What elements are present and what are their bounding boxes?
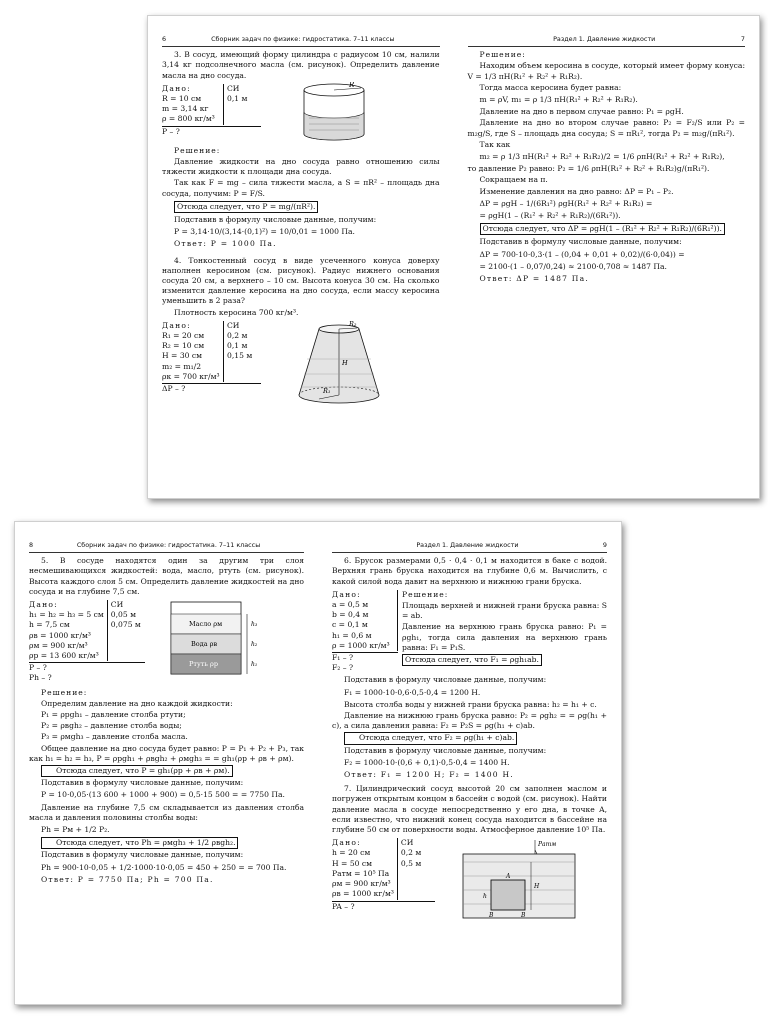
solution-formula: Ph = Pм + 1/2 P₂. [41,825,110,835]
given-value: h = 20 см [332,848,371,858]
solution-line: Подставив в формулу числовые данные, получим: [41,778,244,788]
running-header [468,34,746,47]
radius-label: R [349,81,355,89]
si-value: 0,075 м [110,620,141,630]
solution-line: Изменение давления на дно равно: ΔP = P₁ – P₂. [479,186,674,196]
solution-line: Подставив в формулу числовые данные, получим: [174,215,377,225]
given-value: R₂ = 10 см [162,341,205,351]
page-8 [15,522,318,1004]
solution-line: Давление на дно в первом случае равно: P₁ = ρgH. [479,107,684,117]
given-value: ρ = 800 кг/м³ [162,114,215,124]
layer-label: Ртуть ρр [188,660,218,669]
given-value: h = 7,5 см [29,620,70,630]
height-label: h₃ [250,621,258,629]
solution-title: Решение: [479,50,526,60]
running-header [332,540,607,553]
find-value: P – ? [162,126,261,137]
height-label: h₁ [250,661,258,669]
header-title: Раздел 1. Давление жидкости [416,541,519,549]
given-title: Дано: [162,83,191,93]
si-value: 0,1 м [227,341,248,351]
solution-formula-boxed: Отсюда следует, что F₂ = ρg(h₁ + c)ab. [332,732,607,744]
solution-line: Давление на глубине 7,5 см складывается из давления столба масла и давления половины столбы воды: [29,802,304,822]
truncated-cone-figure [279,319,399,409]
solution-line: Высота столба воды у нижней грани бруска равна: h₂ = h₁ + c. [344,699,597,709]
problem-4-statement: 4. Тонкостенный сосуд в виде усеченного конуса доверху наполнен керосином (см. рисунок). Радиус нижнего основания сосуда 20 см, а верхнего – 10 см. Высота конуса 30 см. На сколько изменится давление керосина на дно сосуда, если массу керосина уменьшить в 2 раза? [162,255,440,306]
find-value: ΔP – ? [162,383,261,394]
given-table [162,321,261,407]
solution-line: то давление P₂ равно: P₂ = 1/6 ρπH(R₁² + R₂² + R₁R₂)g/(πR₁²). [467,164,710,174]
solution-line: Подставив в формулу числовые данные, получим: [41,850,244,860]
si-value: 0,5 м [400,858,422,868]
solution-line: Подставив в формулу числовые данные, получим: [344,745,547,755]
solution-line: Подставив в формулу числовые данные, получим: [344,675,547,685]
given-value: R = 10 см [162,94,202,104]
solution-line: P₁ = ρрgh₁ – давление столба ртути; [41,710,186,720]
solution-title: Решение: [402,589,449,599]
si-title: СИ [400,838,414,848]
answer: Ответ: P = 7750 Па; Ph = 700 Па. [41,874,214,884]
si-value: 0,05 м [110,610,137,620]
solution-line: Давление на нижнюю грань бруска равно: P₂ = ρgh₂ = = ρg(h₁ + c), а сила давления равна: F₂ = P₂S = ρg(h₁ + c)ab. [332,711,607,731]
solution-line: Давление жидкости на дно сосуда равно отношению силы тяжести жидкости к площади дна сосуда. [162,157,440,177]
solution-formula: P = 10·0,05·(13 600 + 1000 + 900) = 0,5·15 500 = = 7750 Па. [41,790,285,800]
header-title: Сборник задач по физике: гидростатика. 7–11 классы [76,541,261,549]
solution-formula: m = ρV, m₁ = ρ 1/3 πH(R₁² + R₂² + R₁R₂). [479,95,638,105]
running-header [162,34,440,47]
given-title: Дано: [332,589,361,599]
solution-line: Сокращаем на π. [479,175,548,185]
problem-3-statement: 3. В сосуд, имеющий форму цилиндра с радиусом 10 см, налили 3,14 кг подсолнечного масла (см. рисунок). Определить давление масла на дно сосуда. [162,50,440,80]
density-note: Плотность керосина 700 кг/м³. [174,307,299,317]
find-value: P – ? [29,662,145,673]
given-title: Дано: [29,600,58,610]
si-title: СИ [110,600,124,610]
solution-line: Определим давление на дно каждой жидкости: [41,698,233,708]
answer: Ответ: ΔP = 1487 Па. [479,274,589,284]
solution-formula: ΔP = ρgH – 1/(6R₁²) ρgH(R₁² + R₂² + R₁R₂) = [479,198,653,208]
given-title: Дано: [162,320,191,330]
given-value: a = 0,5 м [332,600,369,610]
page-9 [318,522,621,1004]
problem-7-statement: 7. Цилиндрический сосуд высотой 20 см заполнен маслом и погружен открытым концом в бассейн с водой (см. рисунок). Найти давление масла в сосуде непосредственно у его дна, в точке A, если известно, что нижний конец сосуда находится в бассейне на глубине 50 см от поверхности воды. Атмосферное давление 10⁵ Па. [332,784,607,835]
three-layers-figure [159,598,269,680]
si-value: 0,15 м [227,351,253,361]
si-value: 0,2 м [227,331,248,341]
solution-line: Площадь верхней и нижней грани бруска равна: S = ab. [402,601,607,621]
answer: Ответ: F₁ = 1200 Н; F₂ = 1400 Н. [344,770,514,780]
solution-line: Давление на верхнюю грань бруска равно: P₁ = ρgh₁, тогда сила давления на верхнюю грань равна: F₁ = P₁S. [402,622,607,652]
header-title: Раздел 1. Давление жидкости [553,35,656,43]
given-value: ρр = 13 600 кг/м³ [29,651,99,661]
given-value: m₂ = m₁/2 [162,361,202,371]
find-value: F₂ – ? [332,663,354,673]
radius-label: R₂ [349,319,357,328]
given-value: ρм = 900 кг/м³ [332,879,391,889]
radius-label: R₁ [323,386,331,395]
given-value: h₁ = h₂ = h₃ = 5 см [29,610,104,620]
given-value: ρ = 1000 кг/м³ [332,640,390,650]
given-value: H = 50 см [332,858,373,868]
page-number: 6 [162,35,167,43]
solution-formula: = ρgH(1 – (R₁² + R₂² + R₁R₂)/(6R₁²)). [479,211,621,221]
given-table [332,838,435,920]
page-6 [148,16,454,498]
given-table [29,600,145,684]
problem-6-block [332,588,607,676]
point-label: B [520,912,526,920]
depth-label: H [533,883,540,891]
given-value: ρм = 900 кг/м³ [29,640,88,650]
find-value: F₁ – ? [332,652,398,663]
solution-formula: ΔP = 700·10·0,3·(1 – (0,04 + 0,01 + 0,02)/(6·0,04)) = [479,249,685,259]
solution-formula-boxed: Отсюда следует, что Ph = ρмgh₃ + 1/2 ρвgh₂. [29,837,304,849]
solution-line: Так как [479,139,511,149]
si-value: 0,2 м [400,848,422,858]
given-value: c = 0,1 м [332,620,368,630]
height-label: H [342,358,348,367]
solution-formula-boxed: Отсюда следует, что ΔP = ρgH(1 – (R₁² + R₂² + R₁R₂)/(6R₁²)). [480,223,746,235]
problem-6-statement: 6. Брусок размерами 0,5 · 0,4 · 0,1 м находится в баке с водой. Верхняя грань бруска находится на глубине 0,6 м. Вычислить, с какой силой вода давит на верхнюю и нижнюю грани бруска. [332,556,607,586]
solution-line: Подставив в формулу числовые данные, получим: [479,237,682,247]
solution-formula: F₁ = 1000·10·0,6·0,5·0,4 = 1200 Н. [344,687,481,697]
given-table [162,84,261,142]
problem-3-given-block [162,82,440,144]
solution-line: P₃ = ρмgh₃ – давление столба масла. [41,732,188,742]
given-value: h₁ = 0,6 м [332,630,372,640]
solution-formula: m₂ = ρ 1/3 πH(R₁² + R₂² + R₁R₂)/2 = 1/6 ρπH(R₁² + R₂² + R₁R₂), [479,152,725,162]
height-label: h [482,893,487,901]
solution-line: P₂ = ρвgh₂ – давление столба воды; [41,721,182,731]
height-label: h₂ [250,641,258,649]
solution-formula-boxed: Отсюда следует, что F₁ = ρgh₁ab. [402,654,607,666]
solution-formula: P = 3,14·10/(3,14·(0,1)²) = 10/0,01 = 1000 Па. [174,227,355,237]
page-number: 9 [602,541,607,549]
solution-line: Тогда масса керосина будет равна: [479,82,622,92]
problem-5-statement: 5. В сосуде находятся один за другим три слоя несмешивающихся жидкостей: вода, масло, ртуть (см. рисунок). Высота каждого слоя 5 см. Определить давление жидкостей на дно сосуда и на глубине 7,5 см. [29,556,304,596]
solution-formula: Ph = 900·10·0,05 + 1/2·1000·10·0,05 = 450 + 250 = = 700 Па. [41,862,287,872]
solution-formula: Отсюда следует, что P = mg/(πR²). [174,201,440,213]
problem-5-given-block [29,598,304,686]
solution-line: Общее давление на дно сосуда будет равно: P = P₁ + P₂ + P₃, так как h₁ = h₂ = h₃, P = ρрgh₁ + ρвgh₂ + ρмgh₃ = = gh₁(ρр + ρв + ρм). [29,743,304,763]
solution-line: Так как F = mg – сила тяжести масла, а S = πR² – площадь дна сосуда, получим: P = F/S. [162,178,440,198]
given-title: Дано: [332,838,361,848]
si-title: СИ [227,83,240,93]
solution-line: Давление на дно во втором случае равно: P₂ = F₂/S или P₂ = m₂g/S, где S – площадь дна сосуда; S = πR₁², тогда P₂ = m₂g/(πR₁²). [467,118,745,138]
problem-4-given-block [162,319,440,409]
solution-title: Решение: [41,687,88,697]
si-title: СИ [227,320,240,330]
given-value: ρв = 1000 кг/м³ [29,630,91,640]
problem-7-given-block [332,836,607,922]
point-label: A [505,873,511,881]
given-value: H = 30 см [162,351,203,361]
given-table [332,590,398,674]
immersed-vessel-figure [455,836,585,922]
layer-label: Масло ρм [188,620,222,629]
solution-formula: F₂ = 1000·10·(0,6 + 0,1)·0,5·0,4 = 1400 Н. [344,757,510,767]
header-title: Сборник задач по физике: гидростатика. 7–11 классы [211,35,395,43]
given-value: Pатм = 10⁵ Па [332,868,390,878]
pressure-label: Pатм [537,841,557,849]
point-label: B [488,912,494,920]
solution-formula: = 2100·(1 – 0,07/0,24) ≈ 2100·0,708 ≈ 1487 Па. [479,261,667,271]
given-value: m = 3,14 кг [162,104,209,114]
running-header [29,540,304,553]
layer-label: Вода ρв [190,640,217,649]
problem-6-solution-top [402,588,607,676]
book-spread-pages-8-9 [14,521,622,1005]
given-value: b = 0,4 м [332,610,369,620]
given-value: ρв = 1000 кг/м³ [332,889,394,899]
answer: Ответ: P = 1000 Па. [174,239,277,249]
page-number: 7 [740,35,745,43]
given-value: ρк = 700 кг/м³ [162,371,220,381]
given-value: R₁ = 20 см [162,331,205,341]
page-7 [454,16,760,498]
solution-line: Находим объем керосина в сосуде, который имеет форму конуса: V = 1/3 πH(R₁² + R₂² + R₁R₂). [467,61,745,81]
find-value: PA – ? [332,901,435,912]
cylinder-figure [289,82,399,144]
book-spread-pages-6-7 [147,15,760,499]
solution-formula-boxed: Отсюда следует, что P = gh₁(ρр + ρв + ρм). [29,765,304,777]
find-value: Ph – ? [29,673,52,683]
solution-title: Решение: [174,145,221,155]
si-value: 0,1 м [227,94,248,104]
page-number: 8 [29,541,34,549]
